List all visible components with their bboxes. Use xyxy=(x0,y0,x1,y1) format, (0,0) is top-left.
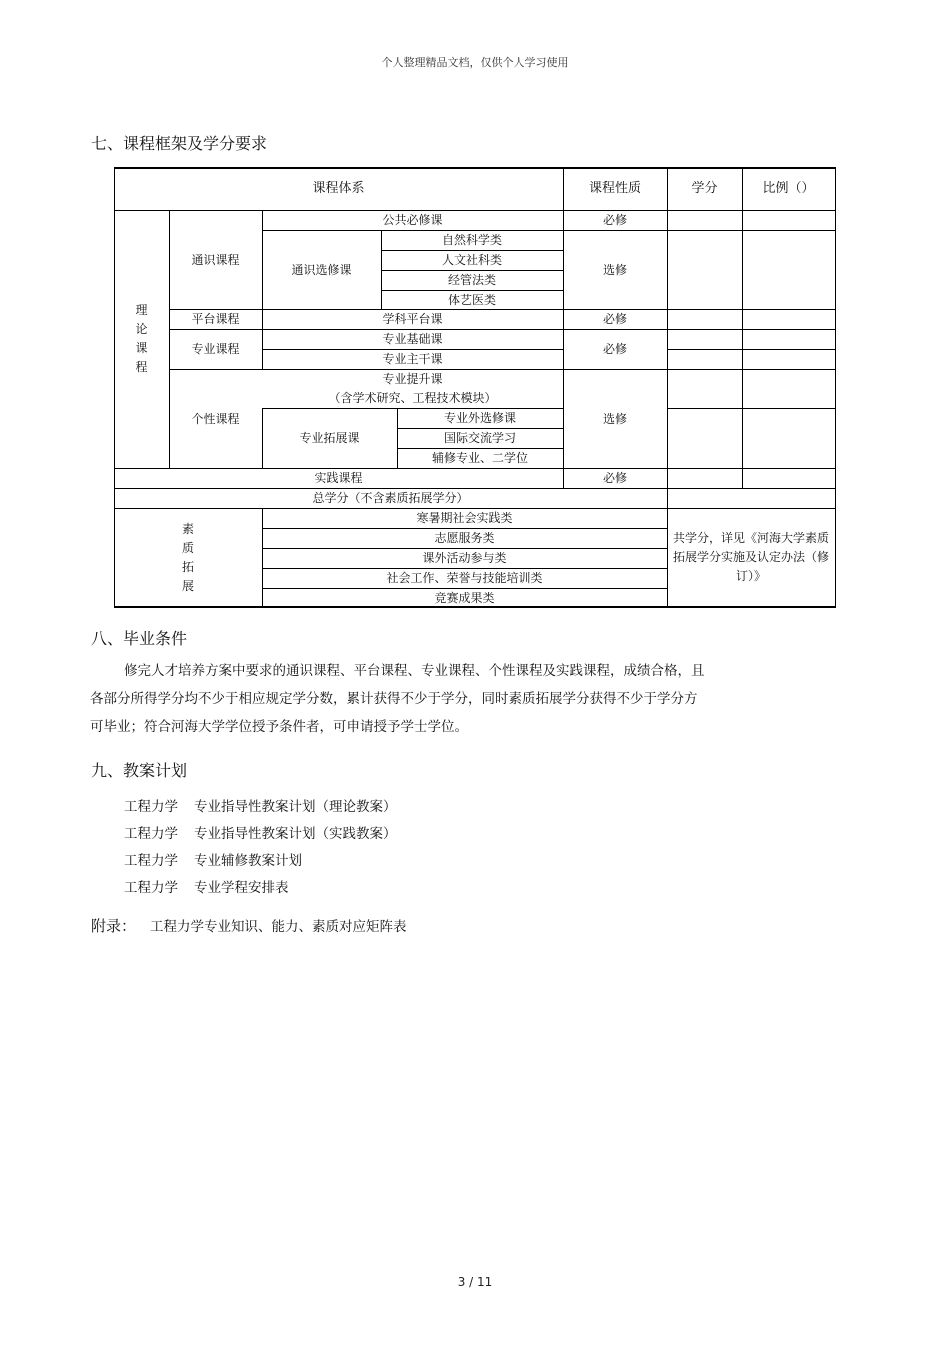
plan-name: 专业学程安排表 xyxy=(194,880,289,896)
plan-name: 专业指导性教案计划（理论教案） xyxy=(194,799,397,815)
extension-course-item: 国际交流学习 xyxy=(443,431,516,445)
extension-course-item: 辅修专业、二学位 xyxy=(431,451,528,465)
platform-course-item: 学科平台课 xyxy=(382,312,443,326)
platform-courses-label: 平台课程 xyxy=(191,312,240,326)
header-credits: 学分 xyxy=(691,181,718,196)
general-elective-item: 自然科学类 xyxy=(441,233,502,247)
advanced-major-courses: 专业提升课 （含学术研究、工程技术模块） xyxy=(328,371,497,405)
quality-item: 课外活动参与类 xyxy=(422,551,507,565)
nature-elective: 选修 xyxy=(602,411,627,426)
appendix xyxy=(91,915,407,936)
major-courses-label: 专业课程 xyxy=(191,342,240,356)
plan-item xyxy=(124,795,397,815)
section-9-title: 九、教案计划 xyxy=(91,761,188,780)
page-number: 3 / 11 xyxy=(457,1275,493,1289)
public-required-courses: 公共必修课 xyxy=(382,213,443,227)
plan-name: 专业指导性教案计划（实践教案） xyxy=(194,826,397,842)
section-7-title: 七、课程框架及学分要求 xyxy=(91,134,268,153)
plan-major: 工程力学 xyxy=(124,799,178,815)
graduation-line: 可毕业；符合河海大学学位授予条件者，可申请授予学士学位。 xyxy=(90,719,468,735)
extension-course-item: 专业外选修课 xyxy=(443,411,516,425)
plan-major: 工程力学 xyxy=(124,853,178,869)
plan-item xyxy=(124,849,302,869)
general-elective-item: 体艺医类 xyxy=(447,292,496,307)
general-elective-label: 通识选修课 xyxy=(291,262,352,277)
nature-required: 必修 xyxy=(602,213,627,227)
major-course-item: 专业基础课 xyxy=(382,332,443,346)
nature-required: 必修 xyxy=(602,342,627,356)
quality-item: 志愿服务类 xyxy=(434,531,495,545)
quality-item: 寒暑期社会实践类 xyxy=(416,511,513,525)
header-note: 个人整理精品文档，仅供个人学习使用 xyxy=(381,56,569,69)
quality-credits-note: 共学分，详见《河海大学素质拓展学分实施及认定办法（修订）》 xyxy=(672,531,829,583)
general-elective-item: 人文社科类 xyxy=(441,253,502,267)
theory-courses-label: 理 论 课 程 xyxy=(135,303,148,374)
practice-courses: 实践课程 xyxy=(314,471,363,485)
plan-name: 专业辅修教案计划 xyxy=(194,853,302,869)
graduation-line: 修完人才培养方案中要求的通识课程、平台课程、专业课程、个性课程及实践课程，成绩合格，且 xyxy=(124,663,705,679)
plan-major: 工程力学 xyxy=(124,826,178,842)
section-8-title: 八、毕业条件 xyxy=(91,629,188,648)
nature-elective: 选修 xyxy=(602,262,627,277)
nature-required: 必修 xyxy=(602,471,627,485)
header-course-system: 课程体系 xyxy=(312,181,365,196)
quality-expansion-label: 素 质 拓 展 xyxy=(181,521,194,593)
quality-item: 社会工作、荣誉与技能培训类 xyxy=(386,571,543,585)
total-credits-row: 总学分（不含素质拓展学分） xyxy=(312,491,469,505)
plan-item xyxy=(124,876,289,896)
header-course-nature: 课程性质 xyxy=(588,181,641,196)
plan-item xyxy=(124,822,397,842)
extension-courses-label: 专业拓展课 xyxy=(299,431,360,445)
plan-major: 工程力学 xyxy=(124,880,178,896)
appendix-label: 附录： xyxy=(91,917,137,935)
general-courses-label: 通识课程 xyxy=(191,252,240,267)
quality-item: 竞赛成果类 xyxy=(434,590,495,605)
graduation-line: 各部分所得学分均不少于相应规定学分数，累计获得不少于学分，同时素质拓展学分获得不少于学分方 xyxy=(90,691,698,707)
personal-courses-label: 个性课程 xyxy=(191,411,240,426)
header-ratio: 比例（） xyxy=(762,181,815,196)
appendix-text: 工程力学专业知识、能力、素质对应矩阵表 xyxy=(150,919,407,935)
nature-required: 必修 xyxy=(602,312,627,326)
general-elective-item: 经管法类 xyxy=(447,273,496,287)
major-course-item: 专业主干课 xyxy=(382,352,443,366)
